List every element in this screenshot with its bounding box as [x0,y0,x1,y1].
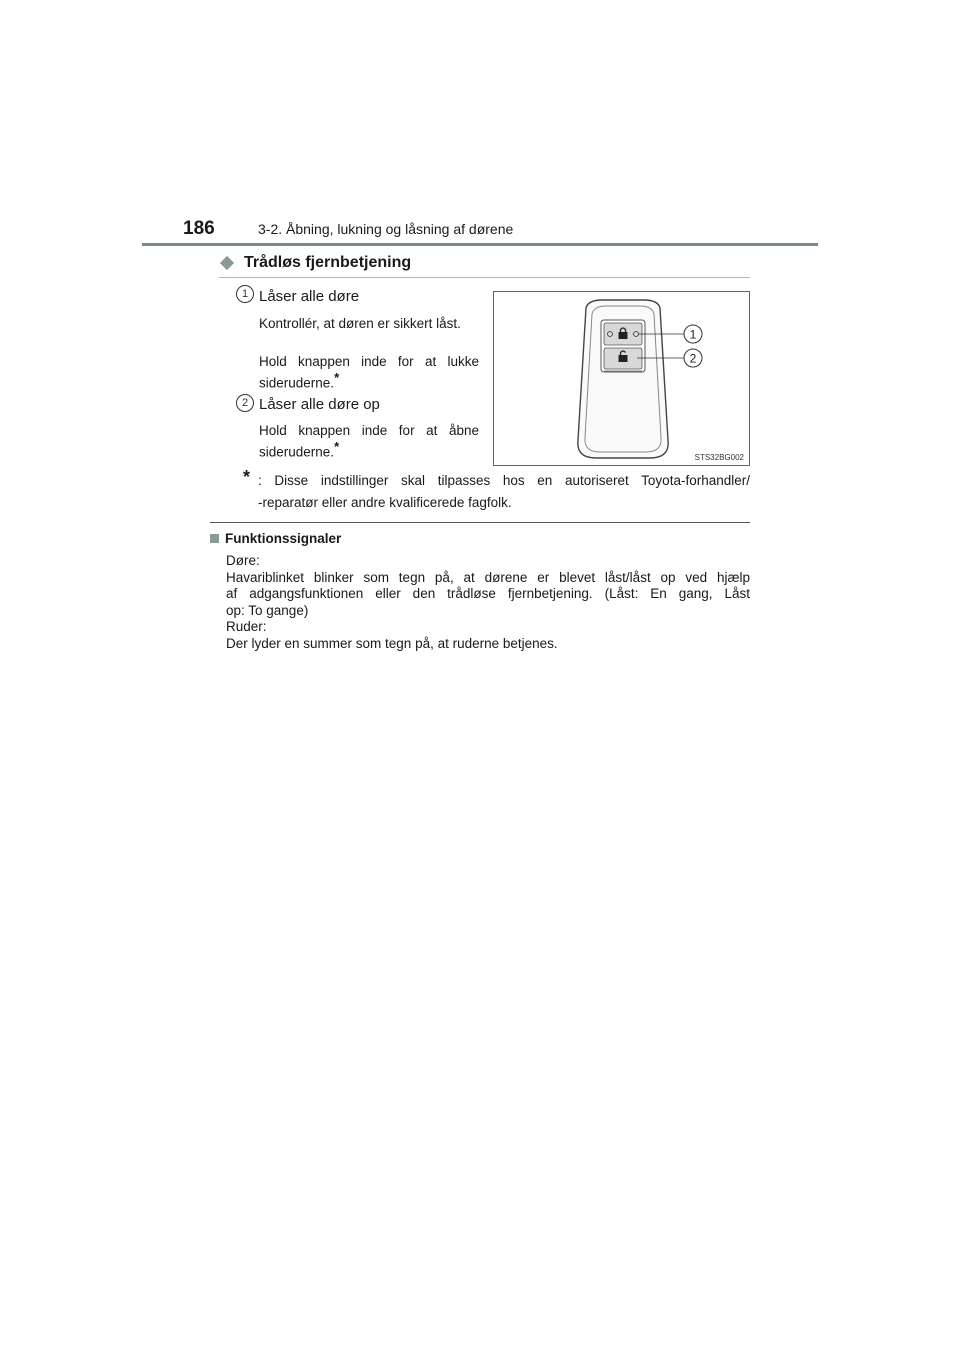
page-number: 186 [183,218,215,239]
diamond-bullet-icon [220,256,234,270]
footnote [243,467,750,514]
body-line: af adgangsfunktionen eller den trådløse fjernbetjening. (Låst: En gang, Låst [226,586,750,601]
footnote-line-2: -reparatør eller andre kvalificerede fagfolk. [258,495,512,510]
subsection-title [210,531,341,546]
asterisk-mark: * [334,439,340,454]
body-line: Havariblinket blinker som tegn på, at dørene er blevet låst/låst op ved hjælp [226,569,750,585]
subsection-title-text: Funktionssignaler [225,531,342,546]
item-1-description-2: Hold knappen inde for at lukke sideruderne.* [259,354,479,391]
item-title-2: Låser alle døre op [259,396,380,413]
body-line: op: To gange) [226,602,309,618]
body-line: Ruder: [226,619,267,634]
section-title: 3-2. Åbning, lukning og låsning af dørene [258,221,514,237]
body-line: Døre: [226,553,260,568]
subsection-heading [219,254,411,272]
item-number-2: 2 [236,394,254,412]
body-line: Der lyder en summer som tegn på, at ruderne betjenes. [226,635,558,651]
footnote-asterisk: * [243,467,251,487]
callout-label-2: 2 [689,351,697,366]
header-divider [142,243,818,246]
remote-key-svg [494,292,749,465]
figure-code: STS32BG002 [694,453,744,462]
footnote-line-1: : Disse indstillinger skal tilpasses hos en autoriseret Toyota-forhandler/ [258,473,750,488]
item-2-description-1: Hold knappen inde for at åbne sideruderne.* [259,423,479,460]
subsection-divider [210,522,750,523]
item-title-1: Låser alle døre [259,288,360,305]
body-text [226,553,750,652]
heading-divider [219,277,750,278]
square-bullet-icon [210,534,219,543]
remote-key-illustration [493,291,750,466]
item-1-description-1: Kontrollér, at døren er sikkert låst. [259,316,461,331]
item-number-1: 1 [236,285,254,303]
asterisk-mark: * [334,370,340,385]
heading-text: Trådløs fjernbetjening [244,254,412,271]
callout-label-1: 1 [689,327,697,342]
